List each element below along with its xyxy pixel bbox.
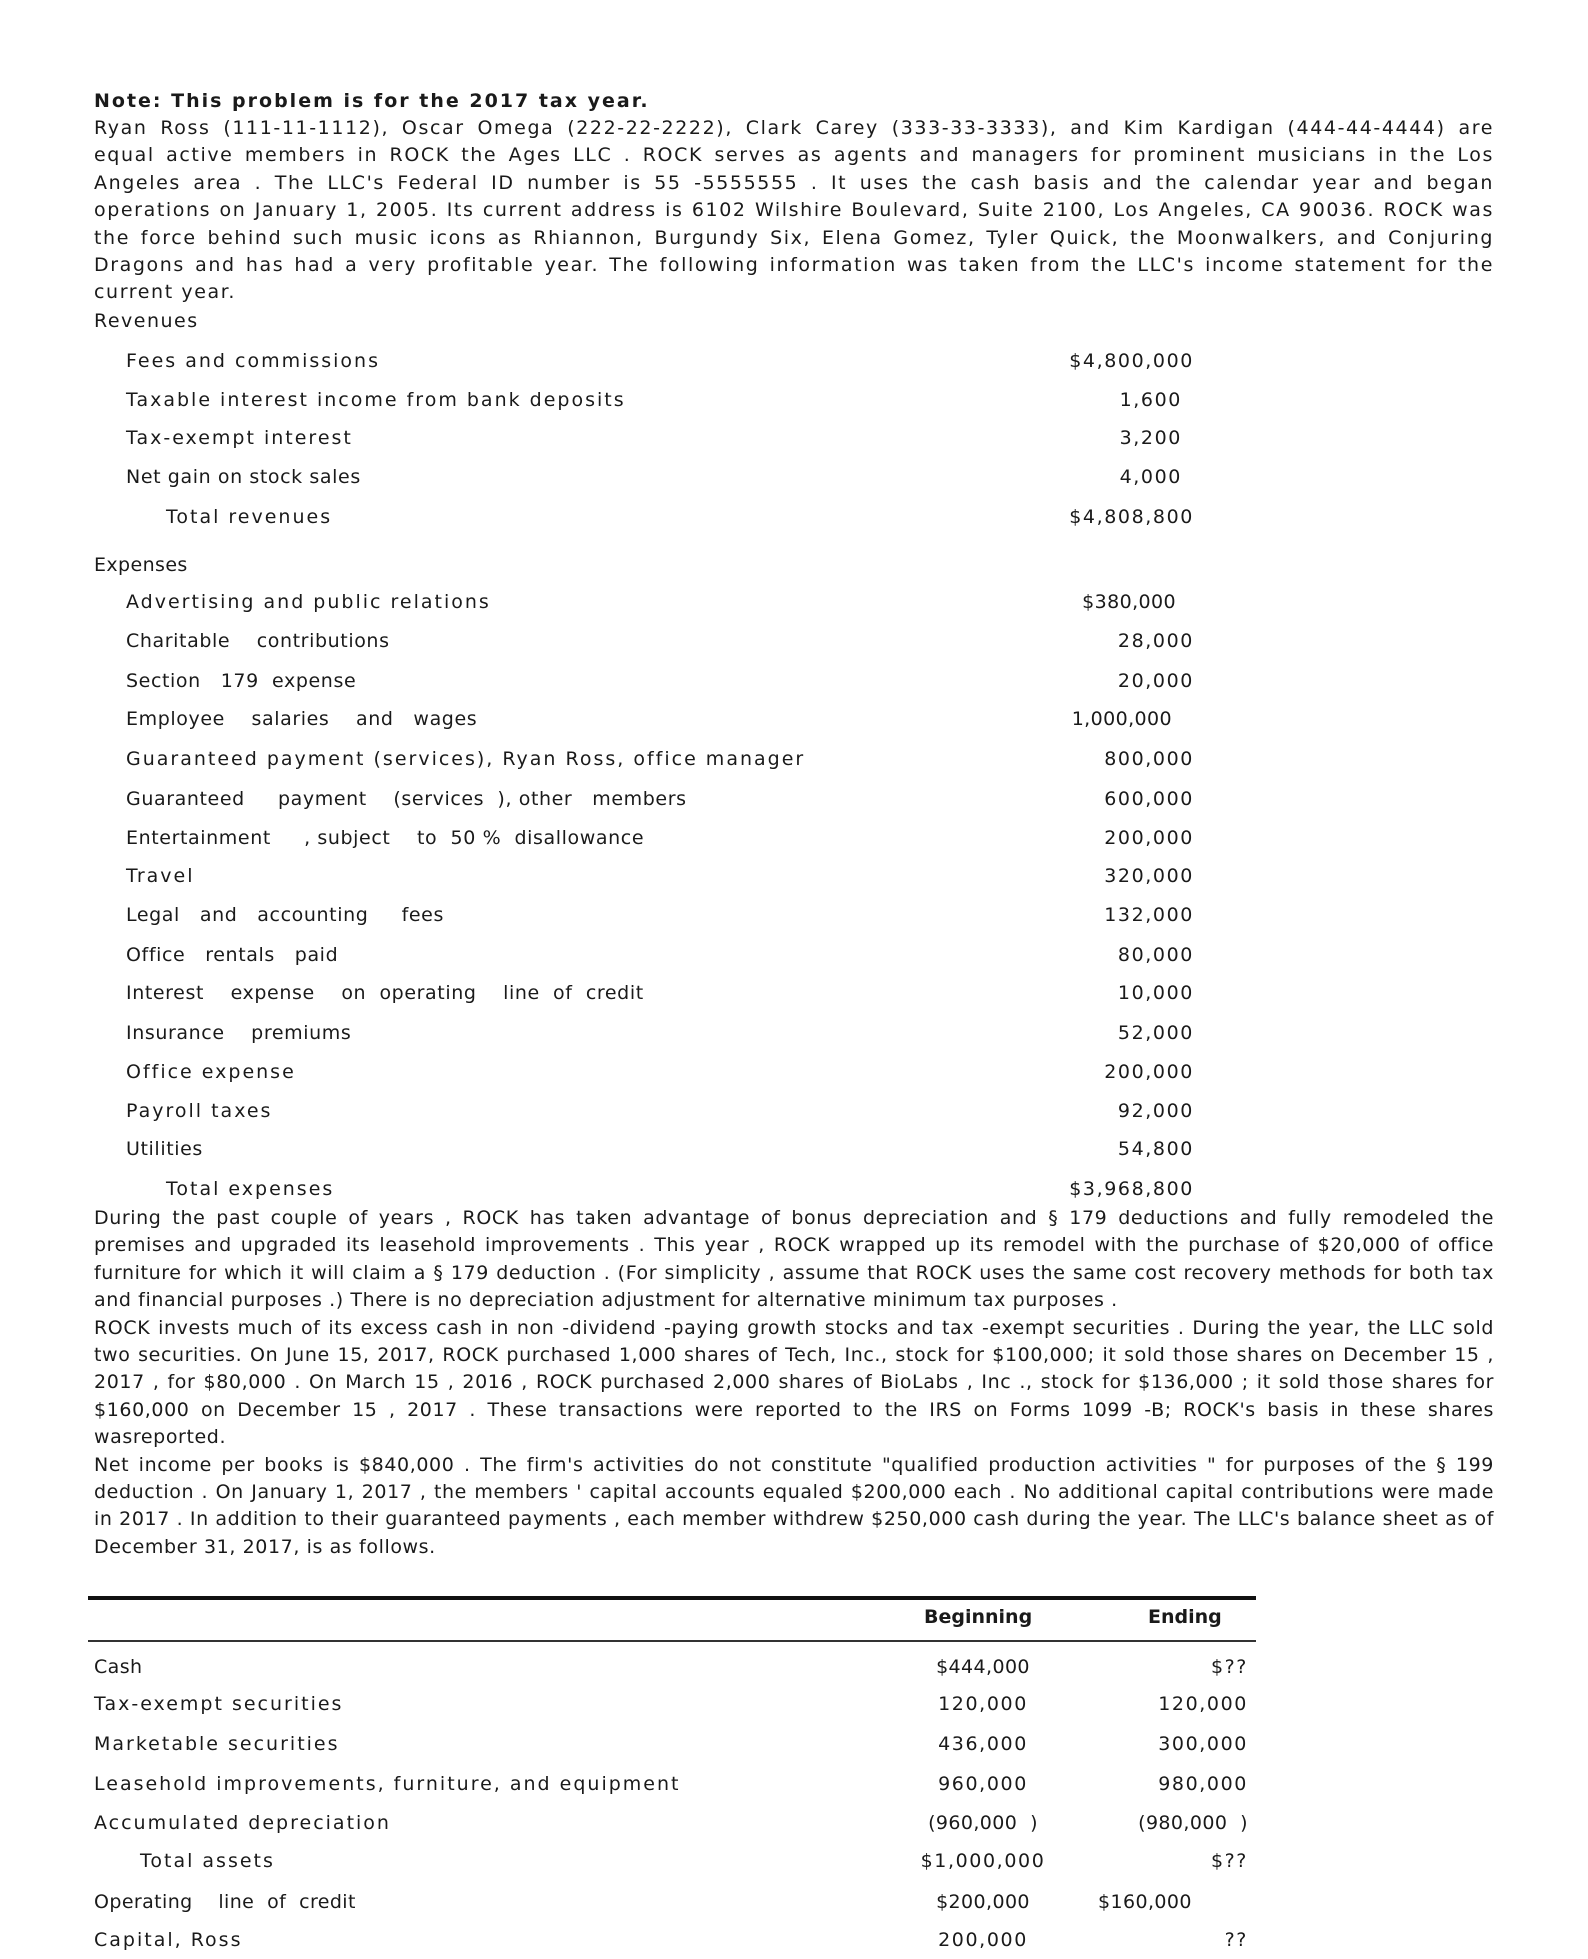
expense-row	[94, 1022, 1194, 1052]
balance-label: Total assets	[140, 1850, 275, 1872]
beginning-value: 120,000	[938, 1693, 1028, 1715]
beginning-value: 960,000	[938, 1773, 1028, 1795]
expense-row	[94, 670, 1194, 700]
expense-label: Interest expense on operating line of credit	[126, 982, 644, 1004]
ending-value: ??	[1224, 1929, 1248, 1951]
expense-row	[94, 708, 1194, 738]
expense-label: Office expense	[126, 1061, 296, 1083]
expense-label: Office rentals paid	[126, 944, 339, 966]
beginning-value: 436,000	[938, 1733, 1028, 1755]
expense-amount: 600,000	[1104, 788, 1194, 810]
revenue-total-label: Total revenues	[166, 506, 333, 528]
expense-label: Guaranteed payment (services), Ryan Ross, office manager	[126, 748, 806, 770]
expense-amount: 20,000	[1117, 670, 1194, 692]
expense-total-row	[94, 1178, 1194, 1208]
revenue-row	[94, 466, 1194, 496]
expense-total-label: Total expenses	[166, 1178, 335, 1200]
expense-amount: 320,000	[1104, 865, 1194, 887]
expense-amount: 800,000	[1104, 748, 1194, 770]
expense-amount: 54,800	[1117, 1138, 1194, 1160]
beginning-value: (960,000 )	[928, 1812, 1038, 1834]
expense-label: Insurance premiums	[126, 1022, 352, 1044]
problem-page	[94, 88, 1494, 1951]
beginning-value: $1,000,000	[920, 1850, 1046, 1872]
balance-row	[88, 1693, 1256, 1723]
balance-row	[88, 1812, 1256, 1842]
expense-row	[94, 1061, 1194, 1091]
revenues-heading: Revenues	[94, 310, 199, 332]
expense-label: Legal and accounting fees	[126, 904, 444, 926]
revenue-label: Net gain on stock sales	[126, 466, 361, 488]
revenue-label: Fees and commissions	[126, 350, 381, 372]
revenue-row	[94, 389, 1194, 419]
expense-amount: $380,000	[1082, 591, 1176, 613]
expense-amount: 200,000	[1104, 1061, 1194, 1083]
ending-value: $160,000	[1098, 1891, 1192, 1913]
expense-label: Charitable contributions	[126, 630, 390, 652]
balance-sheet-table	[88, 1596, 1256, 1951]
balance-row	[88, 1891, 1256, 1921]
revenue-amount: $4,800,000	[1069, 350, 1194, 372]
ending-value: (980,000 )	[1138, 1812, 1248, 1834]
balance-total-row	[88, 1850, 1256, 1880]
expense-label: Travel	[126, 865, 195, 887]
expense-row	[94, 748, 1194, 778]
expense-amount: 10,000	[1117, 982, 1194, 1004]
revenue-row	[94, 427, 1194, 457]
balance-label: Cash	[94, 1656, 143, 1678]
expense-label: Employee salaries and wages	[126, 708, 478, 730]
balance-label: Operating line of credit	[94, 1891, 356, 1913]
beginning-value: 200,000	[938, 1929, 1028, 1951]
expense-row	[94, 944, 1194, 974]
income-paragraph: Net income per books is $840,000 . The firm's activities do not constitute "qualified production activities " for purposes of the § 199 deduction . On January 1, 2017 , the members ' capital accounts equaled $200,000 each . No additional capital contributions were made in 2017 . In addition to their guaranteed payments , each member withdrew $250,000 cash during the year. The LLC's balance sheet as of December 31, 2017, is as follows.	[94, 1453, 1494, 1558]
beginning-value: $200,000	[936, 1891, 1030, 1913]
expense-amount: 80,000	[1117, 944, 1194, 966]
revenue-amount: 4,000	[1119, 466, 1182, 488]
expense-amount: 132,000	[1104, 904, 1194, 926]
depreciation-paragraph: During the past couple of years , ROCK has taken advantage of bonus depreciation and § 179 deductions and fully remodeled the premises and upgraded its leasehold improvements . This year , ROCK wrapped up its remodel with the purchase of $20,000 of office furniture for which it will claim a § 179 deduction . (For simplicity , assume that ROCK uses the same cost recovery methods for both tax and financial purposes .) There is no depreciation adjustment for alternative minimum tax purposes .	[94, 1207, 1494, 1312]
expense-amount: 52,000	[1117, 1022, 1194, 1044]
balance-label: Marketable securities	[94, 1733, 340, 1755]
expense-row	[94, 904, 1194, 934]
balance-row	[88, 1733, 1256, 1763]
expense-label: Entertainment , subject to 50 % disallowance	[126, 827, 645, 849]
balance-label: Accumulated depreciation	[94, 1812, 391, 1834]
table-top-rule	[88, 1596, 1256, 1600]
balance-row	[88, 1773, 1256, 1803]
revenue-label: Taxable interest income from bank deposits	[126, 389, 626, 411]
revenue-amount: 3,200	[1119, 427, 1182, 449]
expense-amount: 92,000	[1117, 1100, 1194, 1122]
beginning-column-header: Beginning	[924, 1606, 1033, 1628]
revenue-row	[94, 350, 1194, 380]
balance-label: Leasehold improvements, furniture, and equipment	[94, 1773, 681, 1795]
balance-row	[88, 1656, 1256, 1686]
expense-row	[94, 1138, 1194, 1168]
revenue-total-amount: $4,808,800	[1069, 506, 1194, 528]
expense-row	[94, 788, 1194, 818]
revenue-total-row	[94, 506, 1194, 536]
expense-amount: 1,000,000	[1071, 708, 1172, 730]
ending-value: 980,000	[1158, 1773, 1248, 1795]
expense-row	[94, 827, 1194, 857]
securities-paragraph: ROCK invests much of its excess cash in non -dividend -paying growth stocks and tax -exempt securities . During the year, the LLC sold two securities. On June 15, 2017, ROCK purchased 1,000 shares of Tech, Inc., stock for $100,000; it sold those shares on December 15 , 2017 , for $80,000 . On March 15 , 2016 , ROCK purchased 2,000 shares of BioLabs , Inc ., stock for $136,000 ; it sold those shares for $160,000 on December 15 , 2017 . These transactions were reported to the IRS on Forms 1099 -B; ROCK's basis in these shares wasreported.	[94, 1316, 1494, 1449]
balance-label: Capital, Ross	[94, 1929, 243, 1951]
ending-value: 120,000	[1158, 1693, 1248, 1715]
ending-value: $??	[1210, 1850, 1248, 1872]
expense-label: Utilities	[126, 1138, 203, 1160]
header-rule	[88, 1640, 1256, 1642]
ending-value: 300,000	[1158, 1733, 1248, 1755]
expense-row	[94, 591, 1194, 621]
expense-label: Advertising and public relations	[126, 591, 491, 613]
expense-row	[94, 865, 1194, 895]
revenue-label: Tax-exempt interest	[126, 427, 353, 449]
narrative-block	[94, 1205, 1494, 1561]
expense-row	[94, 630, 1194, 660]
intro-paragraph: Ryan Ross (111-11-1112), Oscar Omega (222-22-2222), Clark Carey (333-33-3333), and Kim Kardigan (444-44-4444) are equal active members in ROCK the Ages LLC . ROCK serves as agents and managers for prominent musicians in the Los Angeles area . The LLC's Federal ID number is 55 -5555555 . It uses the cash basis and the calendar year and began operations on January 1, 2005. Its current address is 6102 Wilshire Boulevard, Suite 2100, Los Angeles, CA 90036. ROCK was the force behind such music icons as Rhiannon, Burgundy Six, Elena Gomez, Tyler Quick, the Moonwalkers, and Conjuring Dragons and has had a very profitable year. The following information was taken from the LLC's income statement for the current year.	[94, 117, 1494, 304]
expense-label: Payroll taxes	[126, 1100, 273, 1122]
expense-label: Section 179 expense	[126, 670, 357, 692]
balance-row	[88, 1929, 1256, 1959]
expense-amount: 28,000	[1117, 630, 1194, 652]
ending-value: $??	[1210, 1656, 1248, 1678]
expenses-heading: Expenses	[94, 554, 188, 576]
note-heading: Note: This problem is for the 2017 tax year.	[94, 90, 650, 112]
expense-row	[94, 1100, 1194, 1130]
revenue-amount: 1,600	[1119, 389, 1182, 411]
expense-row	[94, 982, 1194, 1012]
beginning-value: $444,000	[936, 1656, 1030, 1678]
expense-amount: 200,000	[1104, 827, 1194, 849]
expense-total-amount: $3,968,800	[1069, 1178, 1194, 1200]
balance-label: Tax-exempt securities	[94, 1693, 344, 1715]
ending-column-header: Ending	[1148, 1606, 1222, 1628]
expense-label: Guaranteed payment (services ), other members	[126, 788, 687, 810]
